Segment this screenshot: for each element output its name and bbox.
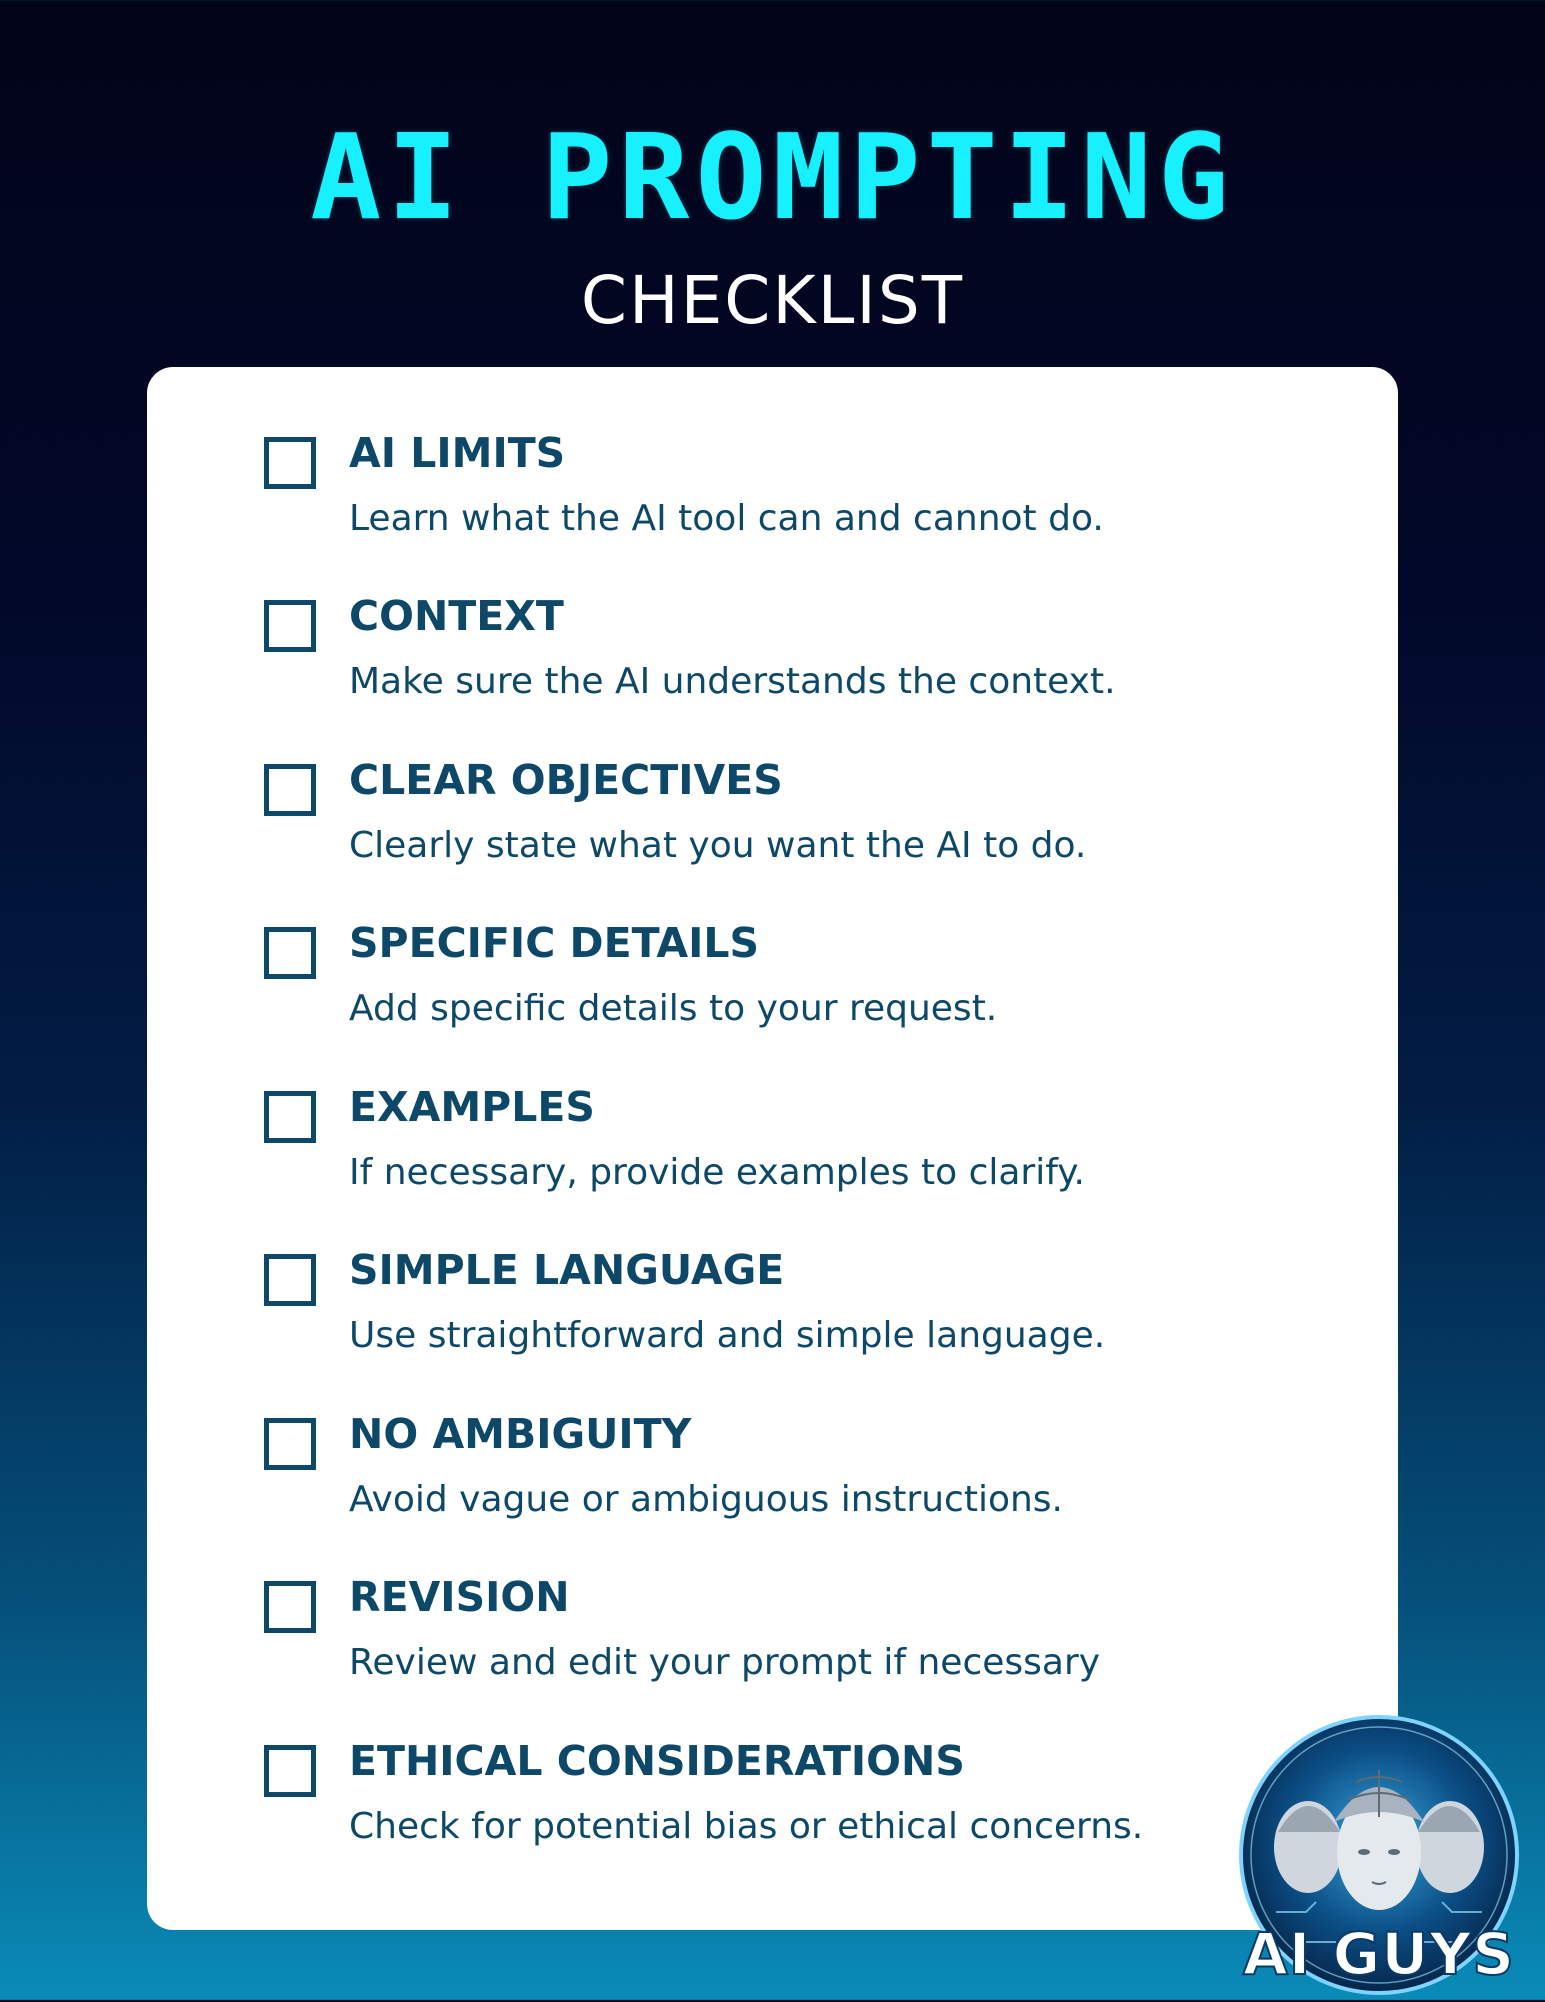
checklist-item-title: EXAMPLES	[349, 1083, 595, 1131]
checklist-item-title: ETHICAL CONSIDERATIONS	[349, 1737, 965, 1785]
checklist-item-title: SIMPLE LANGUAGE	[349, 1246, 785, 1294]
checklist-card	[147, 367, 1398, 1930]
checklist-item-title: CLEAR OBJECTIVES	[349, 756, 783, 804]
checklist-item-description: Clearly state what you want the AI to do.	[349, 825, 1087, 866]
checklist-item	[147, 1348, 1398, 1520]
ai-guys-logo	[1236, 1712, 1522, 1998]
checklist-item	[147, 367, 1398, 539]
page-title: AI PROMPTING	[310, 108, 1235, 246]
checklist-item-description: Review and edit your prompt if necessary	[349, 1642, 1101, 1683]
checklist-item	[147, 694, 1398, 866]
checkbox[interactable]	[264, 1581, 316, 1633]
checklist-item-title: CONTEXT	[349, 592, 564, 640]
checklist-item-description: Use straightforward and simple language.	[349, 1315, 1106, 1356]
checklist-item	[147, 1511, 1398, 1683]
checklist-item-title: REVISION	[349, 1573, 570, 1621]
checklist-item-title: NO AMBIGUITY	[349, 1410, 692, 1458]
checklist-item	[147, 1184, 1398, 1356]
checklist-item	[147, 1675, 1398, 1847]
checkbox[interactable]	[264, 1254, 316, 1306]
checklist-item-title: AI LIMITS	[349, 429, 566, 477]
logo-text: AI GUYS	[1242, 1920, 1516, 1988]
checklist-item	[147, 1021, 1398, 1193]
checklist-item-description: Learn what the AI tool can and cannot do.	[349, 498, 1104, 539]
checkbox[interactable]	[264, 1745, 316, 1797]
checklist-item-description: Avoid vague or ambiguous instructions.	[349, 1479, 1063, 1520]
checklist-item-description: Add specific details to your request.	[349, 988, 998, 1029]
checkbox[interactable]	[264, 600, 316, 652]
checklist-item	[147, 857, 1398, 1029]
checkbox[interactable]	[264, 437, 316, 489]
checkbox[interactable]	[264, 1418, 316, 1470]
checkbox[interactable]	[264, 927, 316, 979]
checklist-item-description: If necessary, provide examples to clarify.	[349, 1152, 1085, 1193]
checkbox[interactable]	[264, 1091, 316, 1143]
checklist-item	[147, 530, 1398, 702]
page-subtitle: CHECKLIST	[580, 262, 965, 339]
checklist-item-description: Make sure the AI understands the context.	[349, 661, 1116, 702]
checklist-item-description: Check for potential bias or ethical concerns.	[349, 1806, 1144, 1847]
checklist-item-title: SPECIFIC DETAILS	[349, 919, 760, 967]
checkbox[interactable]	[264, 764, 316, 816]
